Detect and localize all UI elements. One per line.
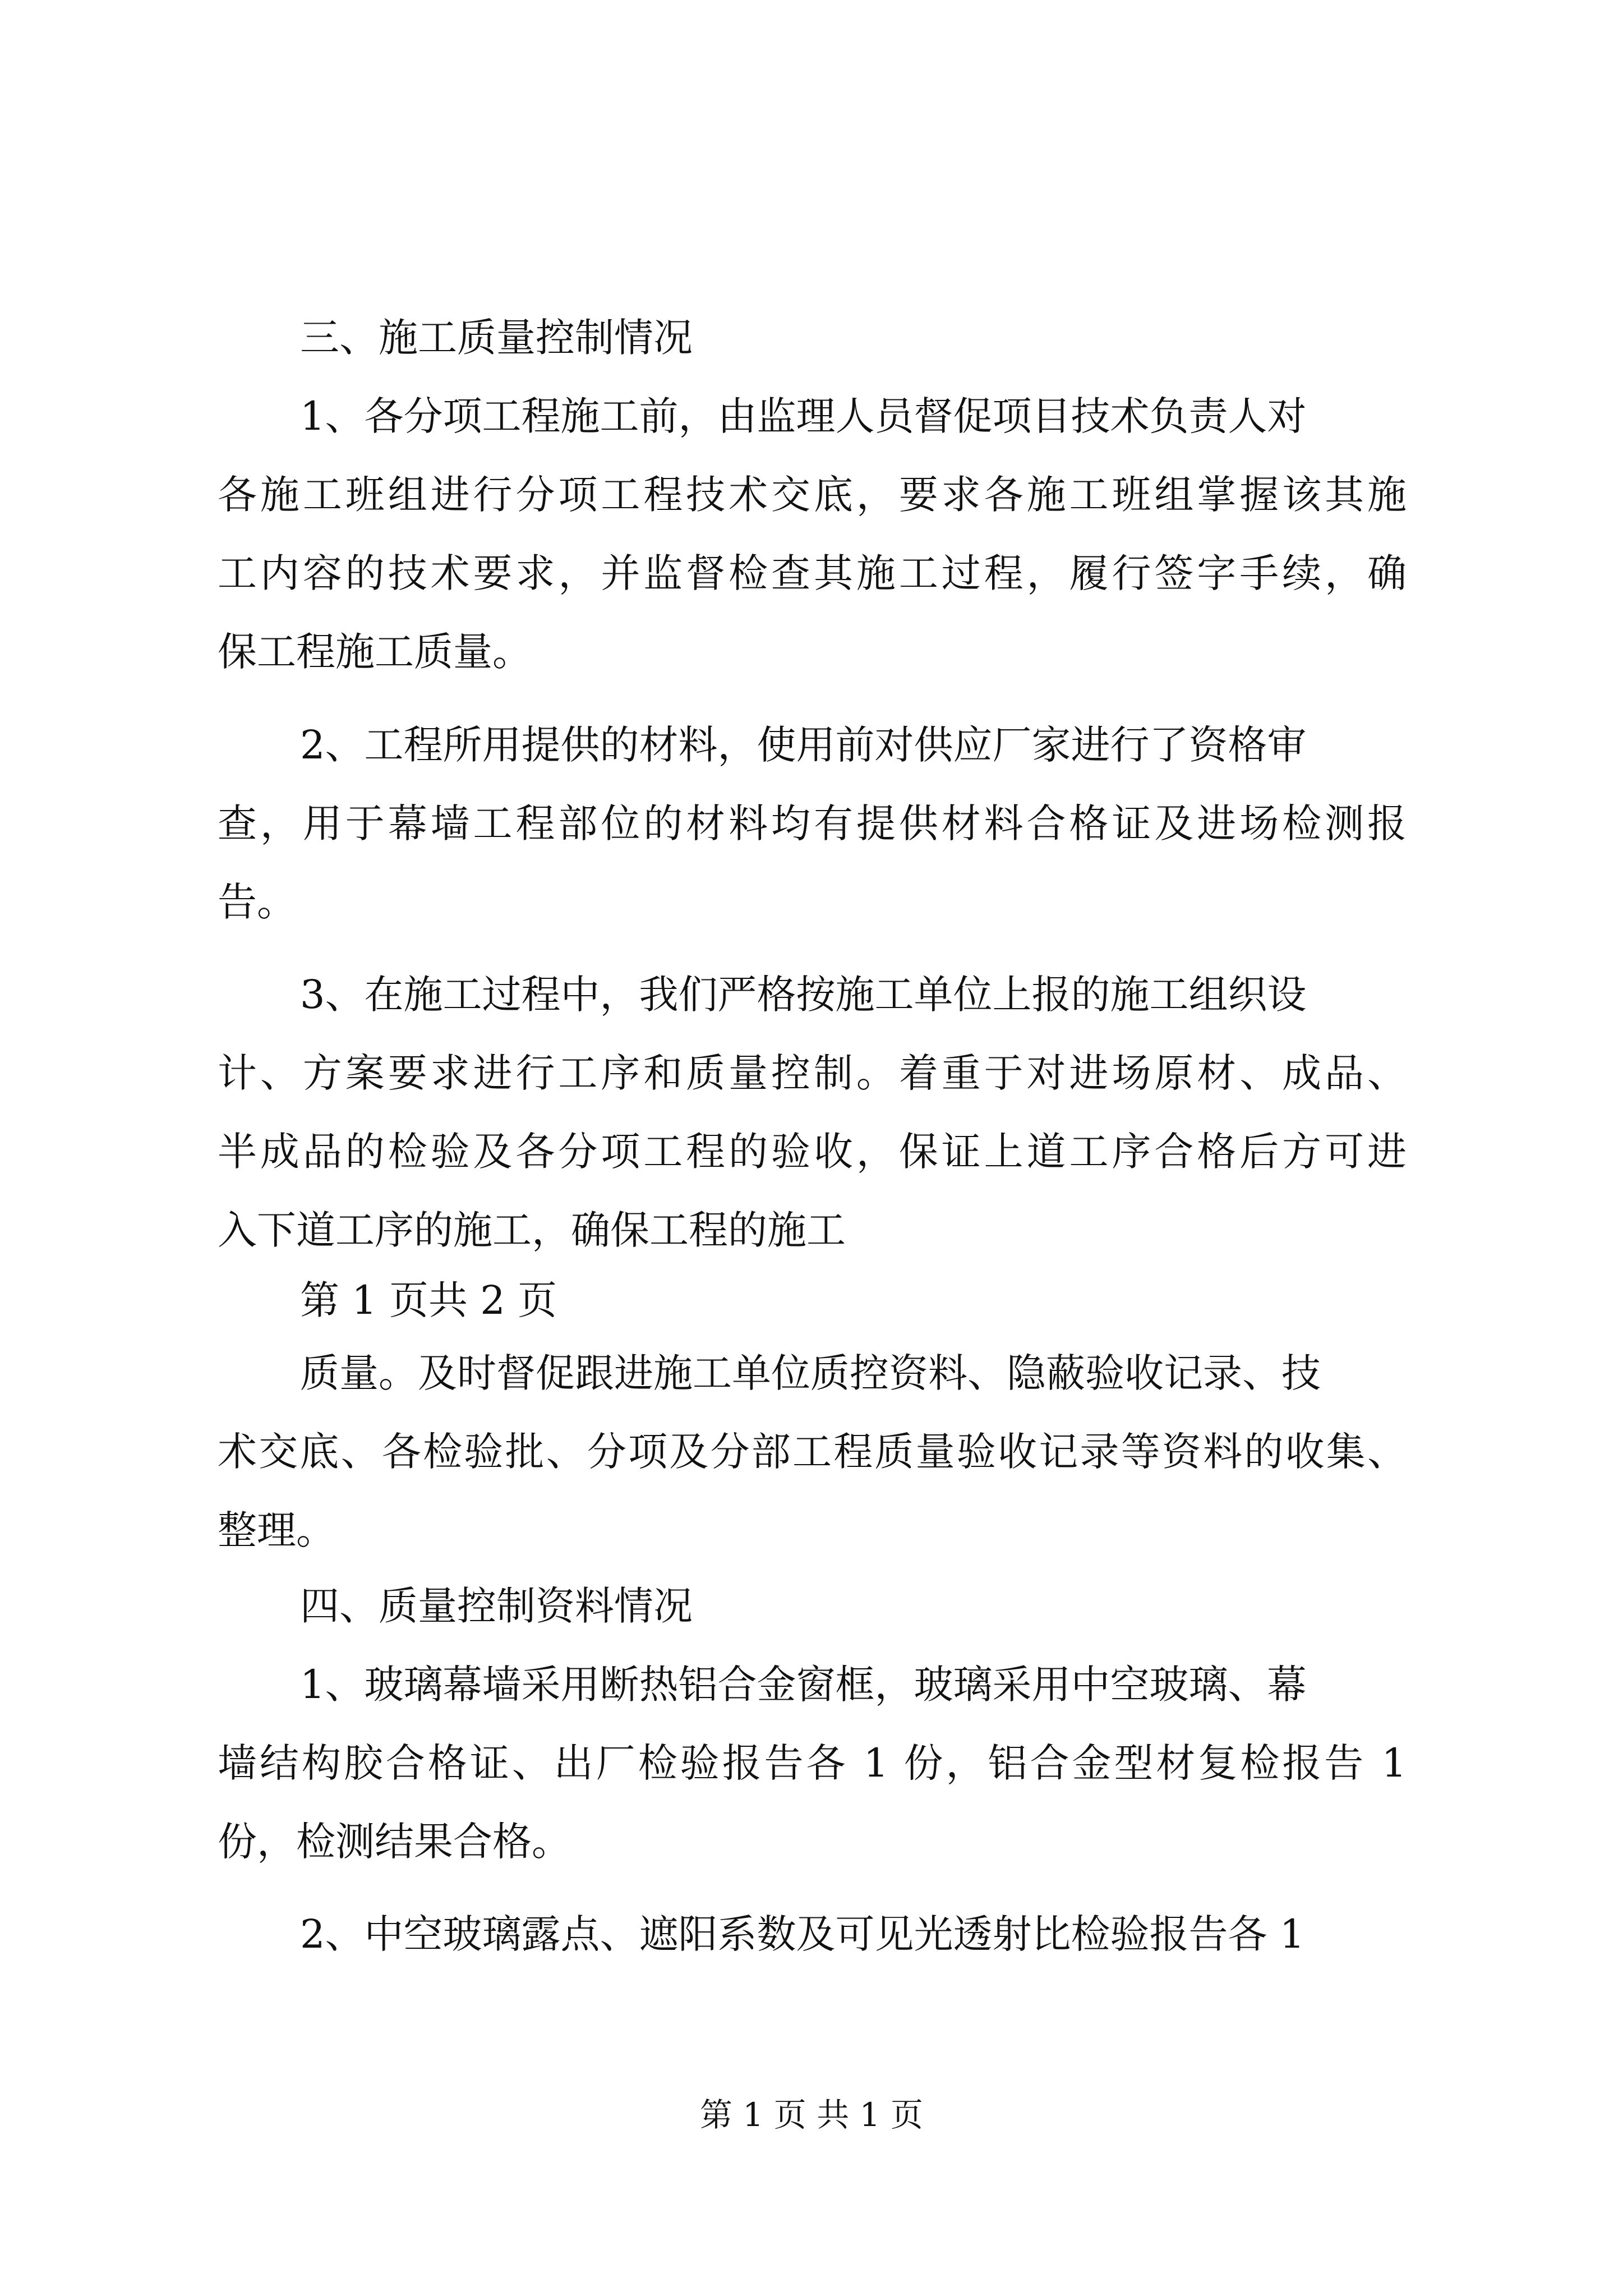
paragraph-line: 保工程施工质量。 [218, 629, 532, 675]
paragraph-line: 质量。及时督促跟进施工单位质控资料、隐蔽验收记录、技 [300, 1350, 1321, 1396]
paragraph-line: 3、在施工过程中，我们严格按施工单位上报的施工组织设 [300, 972, 1307, 1018]
paragraph-line: 1、各分项工程施工前，由监理人员督促项目技术负责人对 [300, 393, 1307, 439]
paragraph-line: 2、中空玻璃露点、遮阳系数及可见光透射比检验报告各 1 [300, 1911, 1305, 1957]
section-heading-3: 三、施工质量控制情况 [300, 315, 693, 361]
paragraph-line: 计、方案要求进行工序和质量控制。着重于对进场原材、成品、 [218, 1050, 1407, 1096]
section-heading-4: 四、质量控制资料情况 [300, 1583, 693, 1629]
paragraph-line: 告。 [218, 879, 296, 925]
paragraph-line: 2、工程所用提供的材料，使用前对供应厂家进行了资格审 [300, 722, 1307, 768]
paragraph-line: 各施工班组进行分项工程技术交底，要求各施工班组掌握该其施 [218, 472, 1407, 518]
paragraph-line: 术交底、各检验批、分项及分部工程质量验收记录等资料的收集、 [218, 1429, 1407, 1475]
paragraph-line: 整理。 [218, 1507, 335, 1553]
inline-page-marker: 第 1 页共 2 页 [300, 1277, 557, 1323]
paragraph-line: 半成品的检验及各分项工程的验收，保证上道工序合格后方可进 [218, 1129, 1407, 1175]
paragraph-line: 查，用于幕墙工程部位的材料均有提供材料合格证及进场检测报 [218, 800, 1407, 846]
paragraph-line: 份，检测结果合格。 [218, 1819, 571, 1865]
paragraph-line: 1、玻璃幕墙采用断热铝合金窗框，玻璃采用中空玻璃、幕 [300, 1662, 1307, 1708]
paragraph-line: 墙结构胶合格证、出厂检验报告各 1 份，铝合金型材复检报告 1 [218, 1740, 1407, 1786]
paragraph-line: 入下道工序的施工，确保工程的施工 [218, 1207, 846, 1253]
page-footer: 第 1 页 共 1 页 [700, 2096, 923, 2134]
paragraph-line: 工内容的技术要求，并监督检查其施工过程，履行签字手续，确 [218, 550, 1407, 596]
